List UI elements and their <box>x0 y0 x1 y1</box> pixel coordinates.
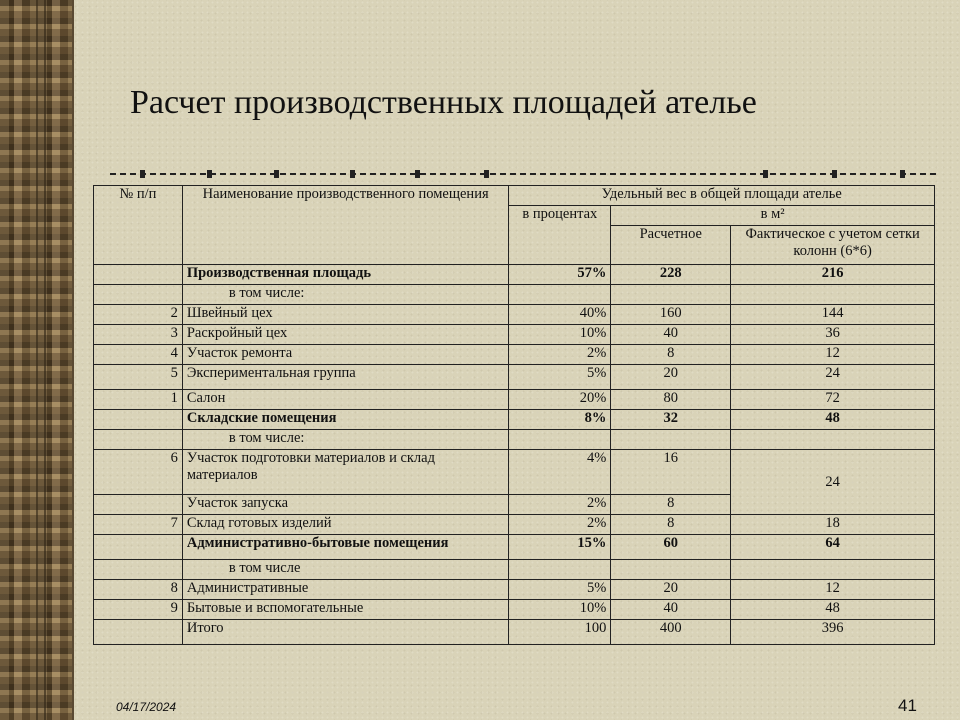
areas-table <box>93 185 935 645</box>
cell-actual: 216 <box>731 265 935 285</box>
table-row <box>94 600 935 620</box>
header-num: № п/п <box>94 186 183 265</box>
cell-num: 6 <box>94 450 183 495</box>
cell-calc <box>611 560 731 580</box>
cell-pct: 2% <box>509 495 611 515</box>
cell-num: 4 <box>94 345 183 365</box>
table-row <box>94 535 935 560</box>
cell-pct: 40% <box>509 305 611 325</box>
cell-name: Административно-бытовые помещения <box>182 535 509 560</box>
cell-name: в том числе: <box>182 430 509 450</box>
cell-pct <box>509 430 611 450</box>
cell-num: 9 <box>94 600 183 620</box>
table-row <box>94 580 935 600</box>
cell-name: Склад готовых изделий <box>182 515 509 535</box>
cell-name: Административные <box>182 580 509 600</box>
cell-pct: 10% <box>509 600 611 620</box>
table-row <box>94 345 935 365</box>
cell-calc: 40 <box>611 325 731 345</box>
table-row <box>94 450 935 495</box>
table-row <box>94 515 935 535</box>
cell-actual <box>731 560 935 580</box>
cell-num: 5 <box>94 365 183 390</box>
cell-pct: 10% <box>509 325 611 345</box>
cell-actual: 18 <box>731 515 935 535</box>
cell-name: Складские помещения <box>182 410 509 430</box>
cell-num <box>94 620 183 645</box>
cell-actual: 48 <box>731 410 935 430</box>
cell-pct: 2% <box>509 515 611 535</box>
cell-pct: 15% <box>509 535 611 560</box>
cell-actual: 36 <box>731 325 935 345</box>
header-calc: Расчетное <box>611 226 731 265</box>
cell-actual: 48 <box>731 600 935 620</box>
cell-pct: 5% <box>509 365 611 390</box>
cell-calc: 160 <box>611 305 731 325</box>
cell-actual: 24 <box>731 365 935 390</box>
cell-calc: 40 <box>611 600 731 620</box>
header-actual: Фактическое с учетом сетки колонн (6*6) <box>731 226 935 265</box>
cell-calc: 8 <box>611 495 731 515</box>
cell-actual: 396 <box>731 620 935 645</box>
cell-name: Швейный цех <box>182 305 509 325</box>
cell-calc: 16 <box>611 450 731 495</box>
cell-actual <box>731 285 935 305</box>
cell-num <box>94 560 183 580</box>
cell-actual: 12 <box>731 580 935 600</box>
strip-seam <box>36 0 38 720</box>
cell-calc: 400 <box>611 620 731 645</box>
cell-pct: 57% <box>509 265 611 285</box>
cell-num <box>94 410 183 430</box>
page-number: 41 <box>898 696 917 715</box>
cell-num: 2 <box>94 305 183 325</box>
table-row <box>94 285 935 305</box>
cell-actual <box>731 430 935 450</box>
table-row <box>94 365 935 390</box>
table-row <box>94 430 935 450</box>
decorative-wood-strip <box>0 0 74 720</box>
table-row-total <box>94 620 935 645</box>
cell-pct <box>509 285 611 305</box>
cell-pct: 5% <box>509 580 611 600</box>
cell-actual: 64 <box>731 535 935 560</box>
cell-actual: 144 <box>731 305 935 325</box>
cell-num: 8 <box>94 580 183 600</box>
cell-pct: 8% <box>509 410 611 430</box>
cell-calc: 8 <box>611 345 731 365</box>
cell-calc: 8 <box>611 515 731 535</box>
cell-num: 1 <box>94 390 183 410</box>
header-share: Удельный вес в общей площади ателье <box>509 186 935 206</box>
cell-num <box>94 535 183 560</box>
dotted-divider <box>110 169 936 179</box>
cell-name: Итого <box>182 620 509 645</box>
cell-name: в том числе: <box>182 285 509 305</box>
strip-seam <box>44 0 46 720</box>
cell-num: 7 <box>94 515 183 535</box>
cell-num: 3 <box>94 325 183 345</box>
cell-pct: 100 <box>509 620 611 645</box>
cell-name: Участок запуска <box>182 495 509 515</box>
table-row <box>94 265 935 285</box>
cell-pct: 4% <box>509 450 611 495</box>
cell-actual: 72 <box>731 390 935 410</box>
cell-calc: 60 <box>611 535 731 560</box>
table-row <box>94 410 935 430</box>
cell-calc: 228 <box>611 265 731 285</box>
cell-calc: 20 <box>611 365 731 390</box>
cell-calc: 32 <box>611 410 731 430</box>
cell-num <box>94 265 183 285</box>
cell-num <box>94 495 183 515</box>
cell-name: Производственная площадь <box>182 265 509 285</box>
table-row <box>94 325 935 345</box>
header-sqm: в м² <box>611 206 935 226</box>
cell-pct: 20% <box>509 390 611 410</box>
cell-pct <box>509 560 611 580</box>
cell-pct: 2% <box>509 345 611 365</box>
header-percent: в процентах <box>509 206 611 265</box>
cell-calc <box>611 285 731 305</box>
header-name: Наименование производственного помещения <box>182 186 509 265</box>
table-row <box>94 390 935 410</box>
table-row <box>94 560 935 580</box>
cell-actual-merged: 24 <box>731 450 935 515</box>
cell-name: Салон <box>182 390 509 410</box>
cell-name: в том числе <box>182 560 509 580</box>
cell-num <box>94 285 183 305</box>
cell-num <box>94 430 183 450</box>
table-row <box>94 305 935 325</box>
cell-calc: 20 <box>611 580 731 600</box>
slide-title: Расчет производственных площадей ателье <box>130 84 757 121</box>
cell-name: Бытовые и вспомогательные <box>182 600 509 620</box>
cell-calc: 80 <box>611 390 731 410</box>
cell-name: Раскройный цех <box>182 325 509 345</box>
cell-calc <box>611 430 731 450</box>
footer-date: 04/17/2024 <box>116 700 177 714</box>
cell-name: Экспериментальная группа <box>182 365 509 390</box>
cell-name: Участок подготовки материалов и склад материалов <box>182 450 509 495</box>
cell-name: Участок ремонта <box>182 345 509 365</box>
cell-actual: 12 <box>731 345 935 365</box>
